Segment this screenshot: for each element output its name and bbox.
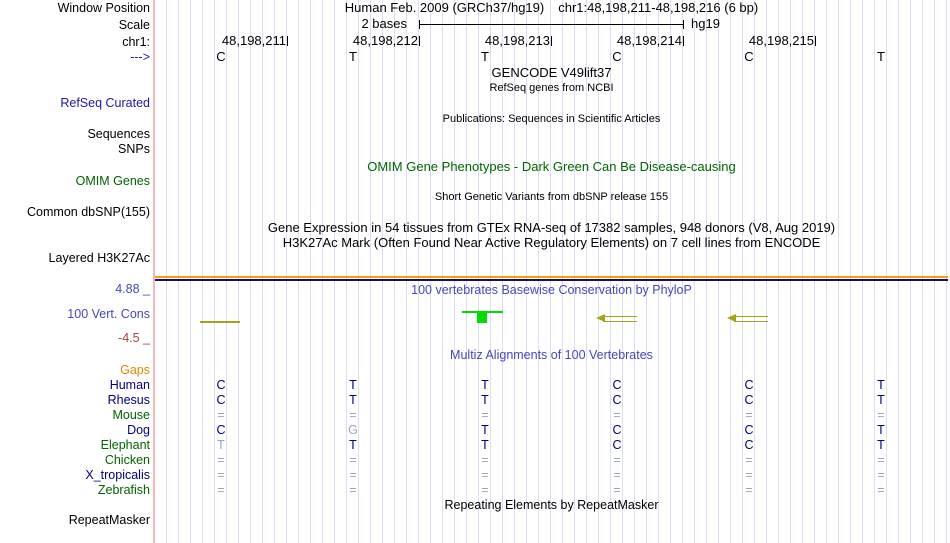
multiz-row-label-chicken[interactable]: Chicken bbox=[104, 453, 150, 467]
track-center-label-omim[interactable]: OMIM Gene Phenotypes - Dark Green Can Be Disease-causing bbox=[367, 159, 736, 174]
multiz-base[interactable]: = bbox=[349, 468, 357, 482]
multiz-base[interactable]: = bbox=[481, 408, 489, 422]
assembly-short-label: hg19 bbox=[691, 16, 720, 31]
multiz-base[interactable]: = bbox=[877, 408, 885, 422]
ruler-position-label: 48,198,215 bbox=[748, 33, 814, 48]
multiz-row-label-zebrafish[interactable]: Zebrafish bbox=[97, 483, 150, 497]
ruler-tick bbox=[551, 36, 552, 46]
sequence-base: T bbox=[877, 49, 885, 64]
multiz-base[interactable]: T bbox=[481, 438, 489, 452]
multiz-base[interactable]: = bbox=[217, 408, 225, 422]
ruler-tick bbox=[683, 36, 684, 46]
track-label-refseq-curated[interactable]: RefSeq Curated bbox=[60, 96, 150, 110]
multiz-base[interactable]: T bbox=[481, 393, 489, 407]
ruler-tick bbox=[815, 36, 816, 46]
multiz-base[interactable]: C bbox=[612, 438, 622, 452]
scale-bar-right-tick bbox=[683, 20, 684, 29]
h3k27ac-signal-line-purple[interactable] bbox=[155, 279, 948, 281]
multiz-base[interactable]: T bbox=[877, 393, 885, 407]
multiz-base[interactable]: T bbox=[877, 423, 885, 437]
track-center-label-dbsnp[interactable]: Short Genetic Variants from dbSNP release 155 bbox=[434, 191, 669, 203]
multiz-base[interactable]: T bbox=[877, 438, 885, 452]
multiz-base[interactable]: = bbox=[349, 453, 357, 467]
multiz-base[interactable]: C bbox=[216, 378, 226, 392]
multiz-base[interactable]: = bbox=[745, 483, 753, 497]
cons-axis-max-label: 4.88 _ bbox=[115, 282, 150, 296]
multiz-base[interactable]: = bbox=[745, 468, 753, 482]
ruler-position-label: 48,198,212 bbox=[352, 33, 418, 48]
ruler-position-label: 48,198,214 bbox=[616, 33, 682, 48]
sequence-base: C bbox=[216, 49, 226, 64]
multiz-base[interactable]: = bbox=[217, 468, 225, 482]
multiz-base[interactable]: = bbox=[613, 468, 621, 482]
multiz-row-label-x-tropicalis[interactable]: X_tropicalis bbox=[85, 468, 150, 482]
track-center-label-multiz[interactable]: Multiz Alignments of 100 Vertebrates bbox=[450, 348, 653, 362]
multiz-base[interactable]: = bbox=[745, 453, 753, 467]
track-center-label-publications[interactable]: Publications: Sequences in Scientific Articles bbox=[442, 113, 661, 125]
track-label-100-vert-cons[interactable]: 100 Vert. Cons bbox=[67, 307, 150, 321]
multiz-base[interactable]: C bbox=[744, 438, 754, 452]
ruler-position-label: 48,198,211 bbox=[221, 33, 286, 48]
cons-axis-min-label: -4.5 _ bbox=[118, 331, 150, 345]
multiz-base[interactable]: = bbox=[481, 483, 489, 497]
multiz-row-label-human[interactable]: Human bbox=[109, 378, 150, 392]
multiz-base[interactable]: = bbox=[217, 453, 225, 467]
phylop-positive-bar[interactable] bbox=[477, 312, 487, 323]
multiz-base[interactable]: = bbox=[877, 468, 885, 482]
track-label-repeatmasker[interactable]: RepeatMasker bbox=[68, 513, 150, 527]
multiz-base[interactable]: G bbox=[348, 423, 358, 437]
multiz-base[interactable]: T bbox=[349, 438, 357, 452]
track-center-label-gencode[interactable]: GENCODE V49lift37 bbox=[491, 65, 612, 80]
track-center-label-repeatmasker[interactable]: Repeating Elements by RepeatMasker bbox=[444, 498, 659, 512]
multiz-row-label-elephant[interactable]: Elephant bbox=[100, 438, 150, 452]
ruler-tick bbox=[419, 36, 420, 46]
multiz-row-label-mouse[interactable]: Mouse bbox=[112, 408, 150, 422]
sequence-base: C bbox=[744, 49, 754, 64]
sequence-base: C bbox=[612, 49, 622, 64]
multiz-base[interactable]: T bbox=[481, 423, 489, 437]
multiz-base[interactable]: = bbox=[877, 453, 885, 467]
scale-row-label: Scale bbox=[118, 18, 150, 32]
multiz-base[interactable]: = bbox=[877, 483, 885, 497]
track-center-label-refseq[interactable]: RefSeq genes from NCBI bbox=[489, 82, 614, 94]
multiz-base[interactable]: = bbox=[481, 453, 489, 467]
multiz-base[interactable]: = bbox=[613, 483, 621, 497]
multiz-base[interactable]: = bbox=[745, 408, 753, 422]
scale-bar-left-tick bbox=[419, 20, 420, 29]
track-label-common-dbsnp[interactable]: Common dbSNP(155) bbox=[27, 205, 150, 219]
scale-bar bbox=[419, 24, 683, 25]
track-label-omim-genes[interactable]: OMIM Genes bbox=[75, 174, 150, 188]
multiz-base[interactable]: T bbox=[217, 438, 225, 452]
sequence-base: T bbox=[481, 49, 489, 64]
track-display-area[interactable] bbox=[155, 0, 948, 543]
multiz-row-label-dog[interactable]: Dog bbox=[127, 423, 150, 437]
multiz-row-label-gaps[interactable]: Gaps bbox=[120, 363, 150, 377]
multiz-base[interactable]: C bbox=[744, 423, 754, 437]
multiz-base[interactable]: T bbox=[481, 378, 489, 392]
multiz-base[interactable]: = bbox=[613, 408, 621, 422]
multiz-base[interactable]: C bbox=[216, 423, 226, 437]
multiz-base[interactable]: C bbox=[744, 378, 754, 392]
multiz-base[interactable]: = bbox=[613, 453, 621, 467]
multiz-base[interactable]: C bbox=[612, 378, 622, 392]
phylop-bar-small[interactable] bbox=[200, 321, 240, 323]
chrom-label: chr1: bbox=[122, 35, 150, 49]
track-label-sequences[interactable]: Sequences bbox=[87, 127, 150, 141]
sequence-base: T bbox=[349, 49, 357, 64]
track-label-snps[interactable]: SNPs bbox=[118, 142, 150, 156]
ruler-position-label: 48,198,213 bbox=[484, 33, 550, 48]
multiz-base[interactable]: C bbox=[216, 393, 226, 407]
range-title: chr1:48,198,211-48,198,216 (6 bp) bbox=[558, 0, 759, 15]
multiz-base[interactable]: C bbox=[612, 423, 622, 437]
scale-value-label: 2 bases bbox=[361, 16, 407, 31]
multiz-row-label-rhesus[interactable]: Rhesus bbox=[107, 393, 150, 407]
strand-arrow-label[interactable]: ---> bbox=[130, 50, 150, 64]
track-center-label-h3k27ac[interactable]: H3K27Ac Mark (Often Found Near Active Regulatory Elements) on 7 cell lines from ENCODE bbox=[282, 235, 821, 250]
multiz-base[interactable]: C bbox=[612, 393, 622, 407]
multiz-base[interactable]: T bbox=[349, 393, 357, 407]
multiz-base[interactable]: T bbox=[349, 378, 357, 392]
multiz-base[interactable]: = bbox=[349, 408, 357, 422]
track-center-label-gtex[interactable]: Gene Expression in 54 tissues from GTEx RNA-seq of 17382 samples, 948 donors (V8, Aug 2019) bbox=[267, 220, 836, 235]
multiz-base[interactable]: = bbox=[481, 468, 489, 482]
track-label-layered-h3k27ac[interactable]: Layered H3K27Ac bbox=[48, 251, 150, 265]
track-center-label-phylop[interactable]: 100 vertebrates Basewise Conservation by PhyloP bbox=[411, 283, 692, 297]
window-position-title bbox=[155, 1, 948, 15]
multiz-base[interactable]: T bbox=[877, 378, 885, 392]
assembly-title: Human Feb. 2009 (GRCh37/hg19) bbox=[344, 0, 545, 15]
multiz-base[interactable]: C bbox=[744, 393, 754, 407]
ruler-row-label: Window Position bbox=[57, 1, 150, 15]
h3k27ac-signal-line-orange[interactable] bbox=[155, 276, 948, 278]
multiz-base[interactable]: = bbox=[217, 483, 225, 497]
ruler-tick bbox=[287, 36, 288, 46]
multiz-base[interactable]: = bbox=[349, 483, 357, 497]
